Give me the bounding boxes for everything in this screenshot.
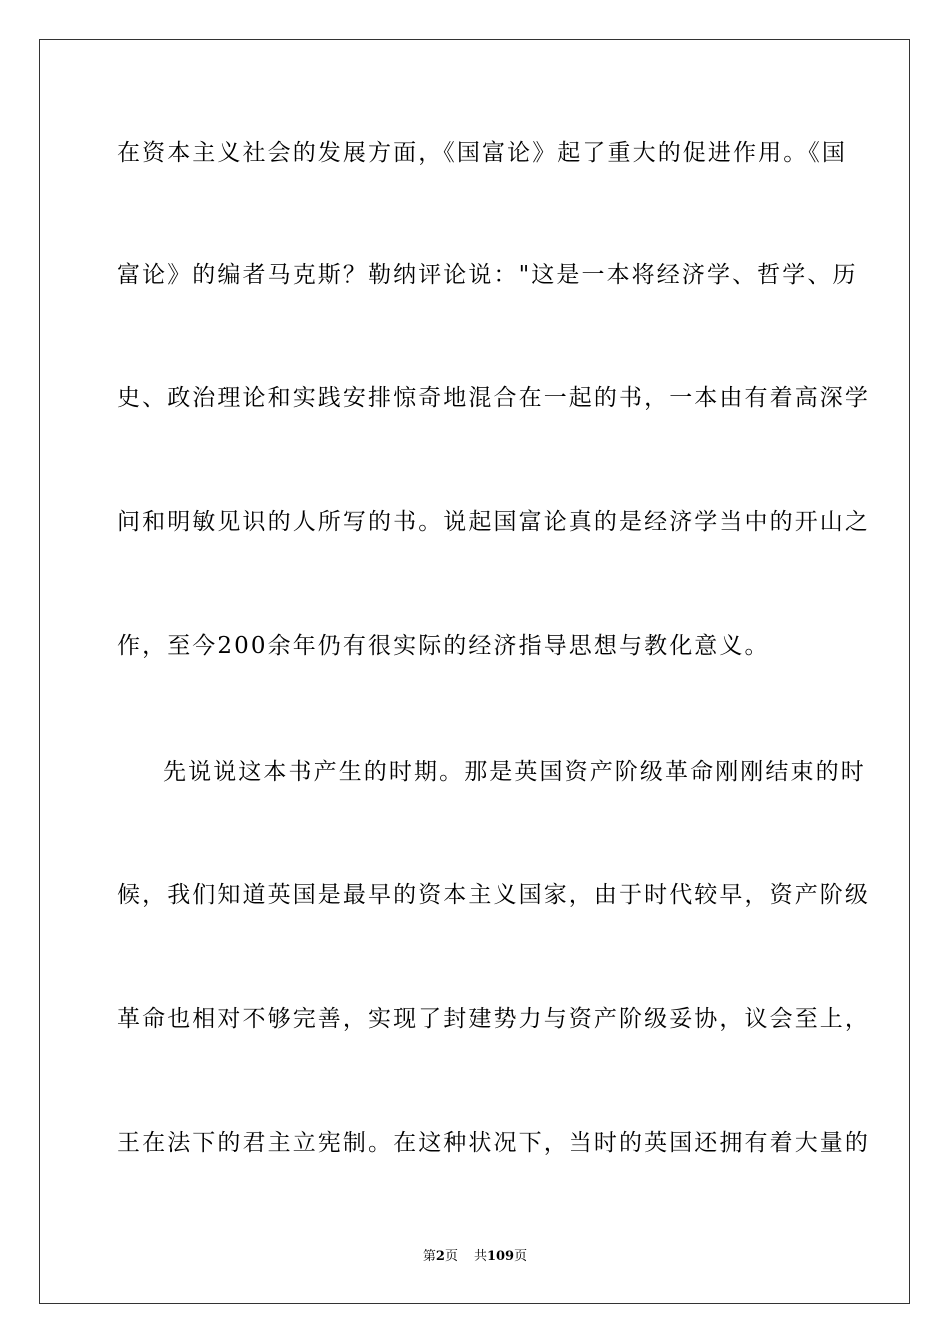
total-suffix: 页 bbox=[514, 1249, 528, 1264]
total-pages: 109 bbox=[486, 1249, 515, 1264]
body-text-line: 候，我们知道英国是最早的资本主义国家，由于时代较早，资产阶级 bbox=[117, 882, 870, 908]
body-text-line: 在资本主义社会的发展方面，《国富论》起了重大的促进作用。《国 bbox=[117, 140, 847, 166]
body-text-line: 史、政治理论和实践安排惊奇地混合在一起的书，一本由有着高深学 bbox=[117, 385, 870, 411]
page-prefix: 第 bbox=[422, 1249, 436, 1264]
body-text-line: 王在法下的君主立宪制。在这种状况下，当时的英国还拥有着大量的 bbox=[117, 1130, 870, 1156]
body-text-line: 富论》的编者马克斯？勒纳评论说："这是一本将经济学、哲学、历 bbox=[117, 262, 858, 288]
body-text-line: 作，至今200余年仍有很实际的经济指导思想与教化意义。 bbox=[117, 633, 770, 659]
page-footer bbox=[0, 1248, 950, 1266]
page-border bbox=[39, 39, 910, 1304]
page-number: 2 bbox=[435, 1249, 445, 1264]
body-text-line: 问和明敏见识的人所写的书。说起国富论真的是经济学当中的开山之 bbox=[117, 509, 870, 535]
body-text-line-indented: 先说说这本书产生的时期。那是英国资产阶级革命刚刚结束的时 bbox=[163, 759, 866, 785]
body-text-line: 革命也相对不够完善，实现了封建势力与资产阶级妥协，议会至上， bbox=[117, 1006, 870, 1032]
total-prefix: 共 bbox=[473, 1249, 487, 1264]
page-suffix: 页 bbox=[444, 1249, 458, 1264]
